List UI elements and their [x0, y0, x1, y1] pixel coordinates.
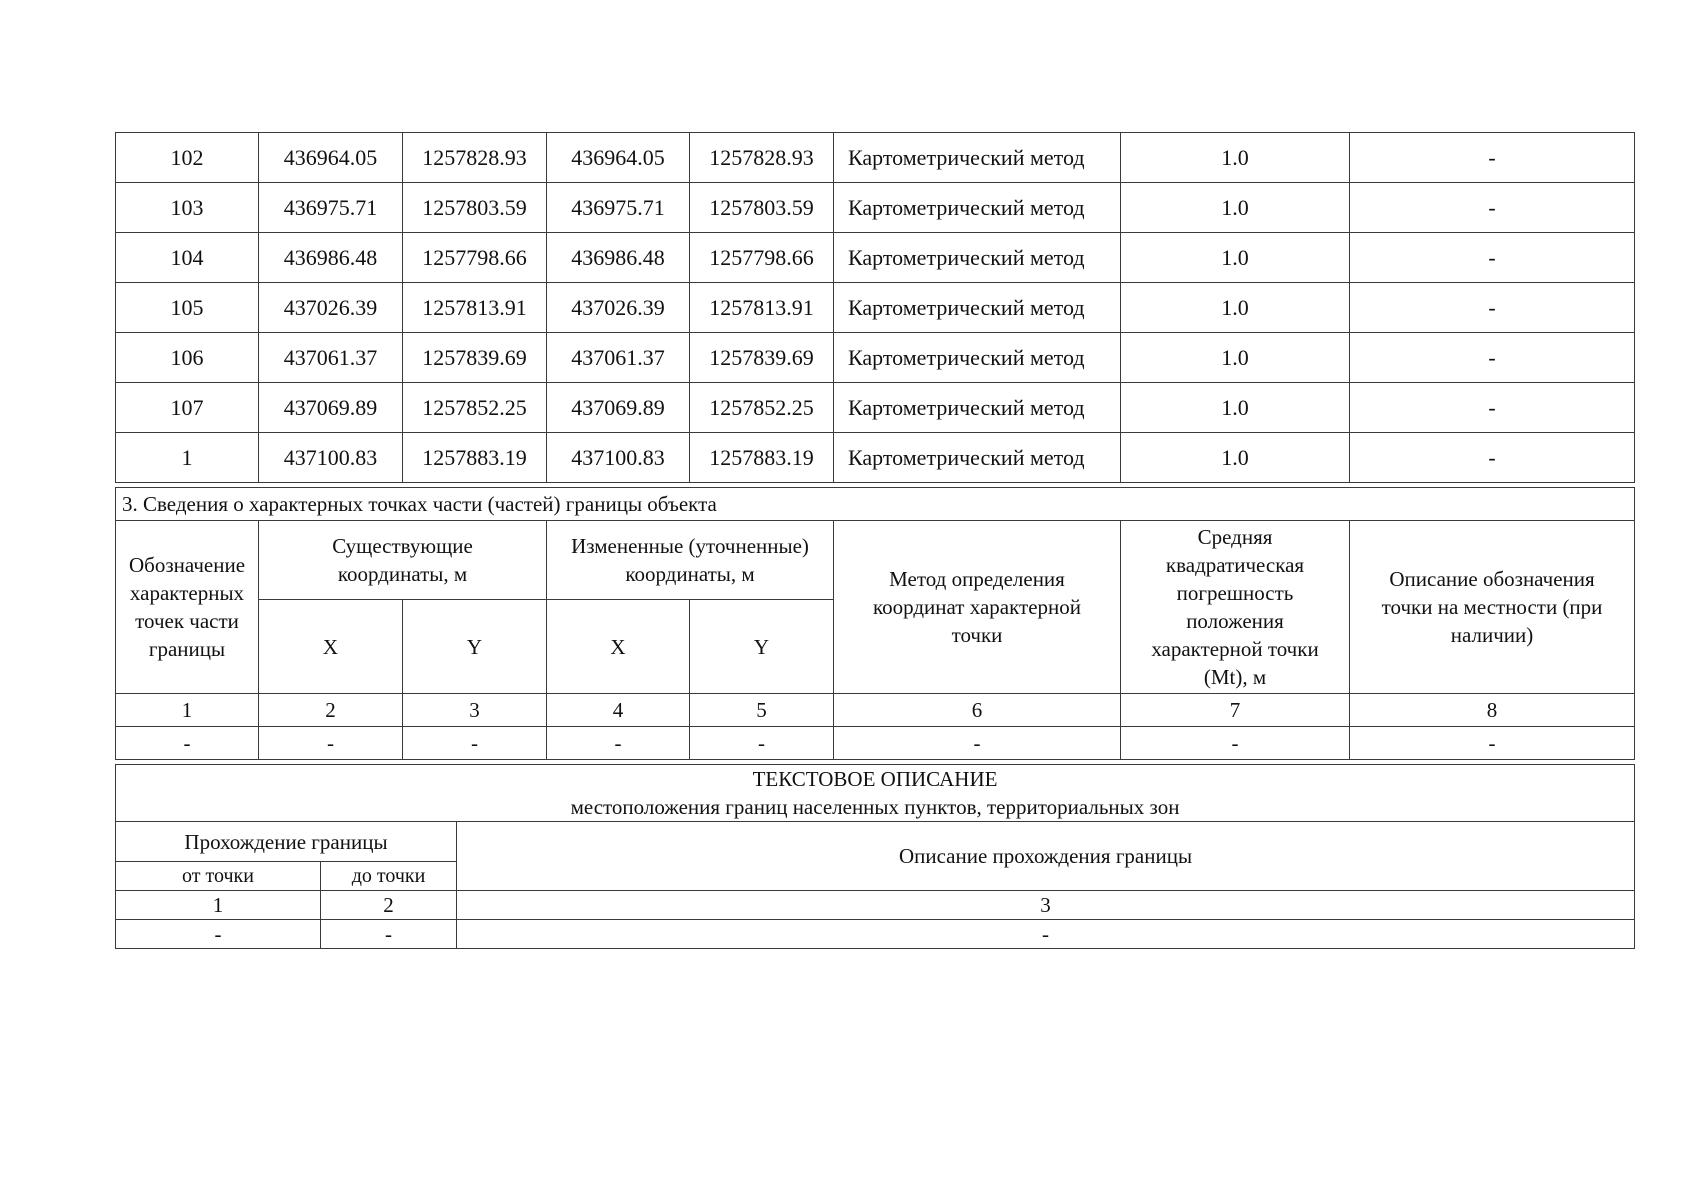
text-description-table	[115, 764, 1635, 949]
changed-x-cell: 436964.05	[547, 133, 690, 183]
point-number-cell: 102	[116, 133, 259, 183]
description-cell: -	[1350, 133, 1635, 183]
point-number-cell: 1	[116, 433, 259, 483]
changed-y-cell: 1257798.66	[690, 233, 834, 283]
accuracy-cell: 1.0	[1121, 383, 1350, 433]
header-changed-y: Y	[690, 600, 834, 694]
empty-cell: -	[403, 727, 547, 760]
empty-cell: -	[1121, 727, 1350, 760]
changed-y-cell: 1257813.91	[690, 283, 834, 333]
coordinate-row	[116, 133, 1635, 183]
coordinates-table	[115, 132, 1635, 483]
empty-cell: -	[259, 727, 403, 760]
coordinate-row	[116, 283, 1635, 333]
header-accuracy: Средняя квадратическая погрешность положения характерной точки (Mt), м	[1121, 521, 1350, 694]
header-designation: Обозначение характерных точек части границы	[116, 521, 259, 694]
empty-cell: -	[547, 727, 690, 760]
description-cell: -	[1350, 333, 1635, 383]
method-cell: Картометрический метод	[834, 433, 1121, 483]
empty-cell: -	[690, 727, 834, 760]
empty-cell: -	[834, 727, 1121, 760]
empty-cell: -	[116, 727, 259, 760]
column-numbers-row	[116, 891, 1635, 920]
text-description-title-cell	[116, 765, 1635, 822]
coordinate-row	[116, 333, 1635, 383]
coordinate-row	[116, 433, 1635, 483]
column-number: 2	[321, 891, 457, 920]
changed-y-cell: 1257803.59	[690, 183, 834, 233]
accuracy-cell: 1.0	[1121, 283, 1350, 333]
method-cell: Картометрический метод	[834, 183, 1121, 233]
section3-title: 3. Сведения о характерных точках части (частей) границы объекта	[116, 488, 1635, 521]
column-number: 1	[116, 694, 259, 727]
point-number-cell: 107	[116, 383, 259, 433]
accuracy-cell: 1.0	[1121, 433, 1350, 483]
column-number: 1	[116, 891, 321, 920]
text-description-subtitle: местоположения границ населенных пунктов, территориальных зон	[570, 795, 1180, 819]
existing-y-cell: 1257803.59	[403, 183, 547, 233]
description-cell: -	[1350, 183, 1635, 233]
changed-x-cell: 437100.83	[547, 433, 690, 483]
header-passage-description: Описание прохождения границы	[457, 822, 1635, 891]
changed-y-cell: 1257883.19	[690, 433, 834, 483]
method-cell: Картометрический метод	[834, 133, 1121, 183]
column-number: 5	[690, 694, 834, 727]
header-passage: Прохождение границы	[116, 822, 457, 862]
description-cell: -	[1350, 233, 1635, 283]
point-number-cell: 105	[116, 283, 259, 333]
header-existing-y: Y	[403, 600, 547, 694]
header-to-point: до точки	[321, 862, 457, 891]
column-number: 8	[1350, 694, 1635, 727]
empty-data-row	[116, 920, 1635, 949]
existing-x-cell: 436986.48	[259, 233, 403, 283]
changed-x-cell: 436975.71	[547, 183, 690, 233]
point-number-cell: 104	[116, 233, 259, 283]
empty-cell: -	[116, 920, 321, 949]
description-cell: -	[1350, 283, 1635, 333]
changed-y-cell: 1257839.69	[690, 333, 834, 383]
existing-x-cell: 436975.71	[259, 183, 403, 233]
changed-y-cell: 1257828.93	[690, 133, 834, 183]
existing-y-cell: 1257828.93	[403, 133, 547, 183]
column-number: 6	[834, 694, 1121, 727]
accuracy-cell: 1.0	[1121, 233, 1350, 283]
changed-x-cell: 437026.39	[547, 283, 690, 333]
header-from-point: от точки	[116, 862, 321, 891]
empty-cell: -	[1350, 727, 1635, 760]
coordinate-row	[116, 183, 1635, 233]
accuracy-cell: 1.0	[1121, 333, 1350, 383]
column-number: 7	[1121, 694, 1350, 727]
accuracy-cell: 1.0	[1121, 133, 1350, 183]
point-number-cell: 106	[116, 333, 259, 383]
existing-y-cell: 1257839.69	[403, 333, 547, 383]
header-method: Метод определения координат характерной точки	[834, 521, 1121, 694]
changed-x-cell: 437061.37	[547, 333, 690, 383]
coordinates-table-body	[116, 133, 1635, 483]
method-cell: Картометрический метод	[834, 283, 1121, 333]
method-cell: Картометрический метод	[834, 383, 1121, 433]
description-cell: -	[1350, 433, 1635, 483]
column-number: 2	[259, 694, 403, 727]
column-numbers-row	[116, 694, 1635, 727]
existing-x-cell: 437069.89	[259, 383, 403, 433]
header-existing-x: X	[259, 600, 403, 694]
accuracy-cell: 1.0	[1121, 183, 1350, 233]
changed-y-cell: 1257852.25	[690, 383, 834, 433]
empty-data-row	[116, 727, 1635, 760]
coordinate-row	[116, 383, 1635, 433]
point-number-cell: 103	[116, 183, 259, 233]
method-cell: Картометрический метод	[834, 333, 1121, 383]
column-number: 4	[547, 694, 690, 727]
section3-table	[115, 487, 1635, 760]
changed-x-cell: 437069.89	[547, 383, 690, 433]
column-number: 3	[457, 891, 1635, 920]
header-description: Описание обозначения точки на местности (при наличии)	[1350, 521, 1635, 694]
header-existing-coords: Существующие координаты, м	[259, 521, 547, 600]
existing-y-cell: 1257798.66	[403, 233, 547, 283]
existing-x-cell: 437026.39	[259, 283, 403, 333]
header-changed-coords: Измененные (уточненные) координаты, м	[547, 521, 834, 600]
existing-y-cell: 1257852.25	[403, 383, 547, 433]
existing-x-cell: 437061.37	[259, 333, 403, 383]
text-description-title: ТЕКСТОВОЕ ОПИСАНИЕ	[752, 767, 998, 791]
empty-cell: -	[321, 920, 457, 949]
column-number: 3	[403, 694, 547, 727]
existing-x-cell: 437100.83	[259, 433, 403, 483]
existing-y-cell: 1257813.91	[403, 283, 547, 333]
existing-x-cell: 436964.05	[259, 133, 403, 183]
existing-y-cell: 1257883.19	[403, 433, 547, 483]
method-cell: Картометрический метод	[834, 233, 1121, 283]
changed-x-cell: 436986.48	[547, 233, 690, 283]
header-changed-x: X	[547, 600, 690, 694]
description-cell: -	[1350, 383, 1635, 433]
empty-cell: -	[457, 920, 1635, 949]
coordinate-row	[116, 233, 1635, 283]
